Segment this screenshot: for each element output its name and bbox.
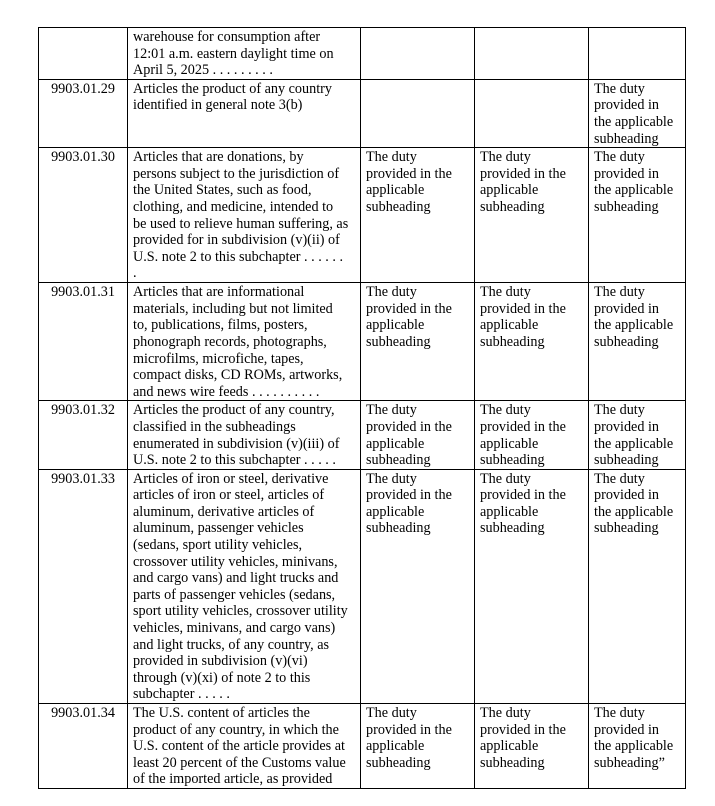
duty-rate-cell: The duty provided in the applicable subheading <box>361 401 475 469</box>
duty-rate-cell: The duty provided in the applicable subheading <box>475 704 589 789</box>
article-description-cell: Articles the product of any country, classified in the subheadings enumerated in subdivision (v)(iii) of U.S. note 2 to this subchapter . . . . . <box>128 401 361 469</box>
table-row <box>39 148 686 283</box>
heading-number-cell: 9903.01.32 <box>39 401 128 469</box>
heading-number-cell: 9903.01.34 <box>39 704 128 789</box>
heading-number-cell: 9903.01.31 <box>39 283 128 401</box>
duty-rate-cell: The duty provided in the applicable subheading” <box>589 704 686 789</box>
duty-rate-cell: The duty provided in the applicable subheading <box>475 469 589 703</box>
table-row <box>39 704 686 789</box>
article-description-cell: Articles that are informational materials, including but not limited to, publications, films, posters, phonograph records, photographs, microfilms, microfiche, tapes, compact disks, CD ROMs, artworks, and news wire feeds . . . . . . . . . . <box>128 283 361 401</box>
article-description-cell: The U.S. content of articles the product of any country, in which the U.S. content of the article provides at least 20 percent of the Customs value of the imported article, as provided <box>128 704 361 789</box>
table-row <box>39 28 686 80</box>
duty-rate-cell: The duty provided in the applicable subheading <box>361 704 475 789</box>
heading-number-cell <box>39 28 128 80</box>
table-row <box>39 79 686 147</box>
duty-rate-cell: The duty provided in the applicable subheading <box>589 283 686 401</box>
duty-rate-cell <box>475 28 589 80</box>
duty-rate-cell: The duty provided in the applicable subheading <box>475 148 589 283</box>
duty-rate-cell: The duty provided in the applicable subheading <box>361 148 475 283</box>
duty-rate-cell <box>361 28 475 80</box>
table-row <box>39 401 686 469</box>
duty-rate-cell: The duty provided in the applicable subheading <box>589 148 686 283</box>
duty-rate-cell <box>589 28 686 80</box>
duty-rate-cell: The duty provided in the applicable subheading <box>475 401 589 469</box>
article-description-cell: Articles of iron or steel, derivative articles of iron or steel, articles of aluminum, derivative articles of aluminum, passenger vehicles (sedans, sport utility vehicles, crossover utility vehicles, minivans, and cargo vans) and light trucks and parts of passenger vehicles (sedans, sport utility vehicles, crossover utility vehicles, minivans, and cargo vans) and light trucks, of any country, as provided in subdivision (v)(vi) through (v)(xi) of note 2 to this subchapter . . . . . <box>128 469 361 703</box>
duty-rate-cell: The duty provided in the applicable subheading <box>589 401 686 469</box>
article-description-cell: Articles that are donations, by persons subject to the jurisdiction of the United States, such as food, clothing, and medicine, intended to be used to relieve human suffering, as provided for in subdivision (v)(ii) of U.S. note 2 to this subchapter . . . . . . . <box>128 148 361 283</box>
duty-rate-cell: The duty provided in the applicable subheading <box>589 469 686 703</box>
table-row <box>39 283 686 401</box>
heading-number-cell: 9903.01.33 <box>39 469 128 703</box>
heading-number-cell: 9903.01.30 <box>39 148 128 283</box>
article-description-cell: warehouse for consumption after 12:01 a.m. eastern daylight time on April 5, 2025 . . . . . . . . . <box>128 28 361 80</box>
duty-rate-cell: The duty provided in the applicable subheading <box>361 469 475 703</box>
duty-rate-cell <box>361 79 475 147</box>
duty-rate-cell: The duty provided in the applicable subheading <box>475 283 589 401</box>
article-description-cell: Articles the product of any country identified in general note 3(b) <box>128 79 361 147</box>
duty-rate-cell: The duty provided in the applicable subheading <box>361 283 475 401</box>
duty-rate-cell: The duty provided in the applicable subheading <box>589 79 686 147</box>
tariff-table <box>38 27 686 789</box>
duty-rate-cell <box>475 79 589 147</box>
table-row <box>39 469 686 703</box>
heading-number-cell: 9903.01.29 <box>39 79 128 147</box>
